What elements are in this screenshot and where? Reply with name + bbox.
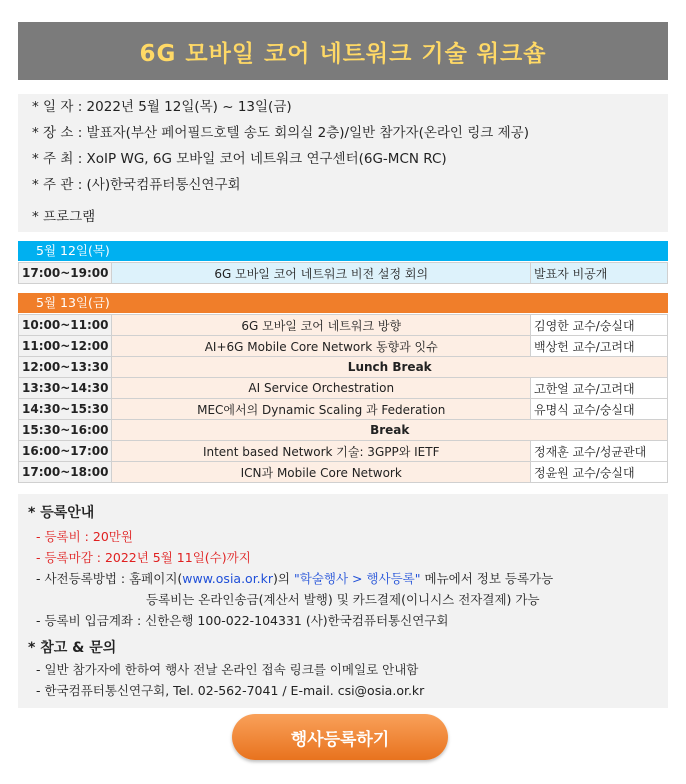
day1-schedule-table: [18, 262, 668, 284]
table-row: [19, 420, 668, 441]
info-date: * 일 자 : 2022년 5월 12일(목) ~ 13일(금): [32, 99, 292, 115]
table-row: [19, 263, 668, 284]
registration-account: - 등록비 입금계좌 : 신한은행 100-022-104331 (사)한국컴퓨터통신연구회: [36, 613, 449, 628]
session-topic: ICN과 Mobile Core Network: [112, 462, 531, 483]
info-venue: * 장 소 : 발표자(부산 페어필드호텔 송도 회의실 2층)/일반 참가자(온라인 링크 제공): [32, 125, 529, 141]
session-time: 17:00~18:00: [19, 462, 112, 483]
session-time: 10:00~11:00: [19, 315, 112, 336]
session-time: 12:00~13:30: [19, 357, 112, 378]
session-break: Break: [112, 420, 668, 441]
session-topic: 6G 모바일 코어 네트워크 방향: [112, 315, 531, 336]
info-organizer: * 주 관 : (사)한국컴퓨터통신연구회: [32, 177, 241, 193]
event-info-box: [18, 94, 668, 232]
session-topic: 6G 모바일 코어 네트워크 비전 설정 회의: [112, 263, 531, 284]
table-row: [19, 441, 668, 462]
reference-line-1: - 일반 참가자에 한하여 행사 전날 온라인 접속 링크를 이메일로 안내함: [36, 662, 419, 677]
table-row: [19, 357, 668, 378]
session-time: 13:30~14:30: [19, 378, 112, 399]
table-row: [19, 378, 668, 399]
session-topic: MEC에서의 Dynamic Scaling 과 Federation: [112, 399, 531, 420]
table-row: [19, 336, 668, 357]
table-row: [19, 315, 668, 336]
registration-heading: * 등록안내: [28, 505, 95, 521]
session-topic: AI Service Orchestration: [112, 378, 531, 399]
registration-method: [28, 568, 668, 589]
method-prefix: - 사전등록방법 : 홈페이지(: [36, 571, 183, 586]
session-topic: Intent based Network 기술: 3GPP와 IETF: [112, 441, 531, 462]
registration-menu-path: "학술행사 > 행사등록": [293, 571, 421, 586]
table-row: [19, 399, 668, 420]
registration-box: [18, 494, 668, 708]
page-title: 6G 모바일 코어 네트워크 기술 워크숍: [18, 22, 668, 80]
registration-fee: - 등록비 : 20만원: [36, 529, 133, 544]
session-speaker: 유명식 교수/숭실대: [531, 399, 668, 420]
homepage-link[interactable]: www.osia.or.kr: [182, 571, 274, 586]
registration-payment: 등록비는 온라인송금(계산서 발행) 및 카드결제(이니시스 전자결제) 가능: [146, 592, 540, 607]
info-program-label: * 프로그램: [32, 209, 96, 225]
session-time: 16:00~17:00: [19, 441, 112, 462]
session-time: 11:00~12:00: [19, 336, 112, 357]
session-time: 15:30~16:00: [19, 420, 112, 441]
session-time: 14:30~15:30: [19, 399, 112, 420]
session-speaker: 발표자 비공개: [531, 263, 668, 284]
session-topic: AI+6G Mobile Core Network 동향과 잇슈: [112, 336, 531, 357]
reference-line-2: - 한국컴퓨터통신연구회, Tel. 02-562-7041 / E-mail. csi@osia.or.kr: [36, 683, 425, 698]
session-speaker: 김영한 교수/숭실대: [531, 315, 668, 336]
session-speaker: 정윤원 교수/숭실대: [531, 462, 668, 483]
info-host: * 주 최 : XoIP WG, 6G 모바일 코어 네트워크 연구센터(6G-MCN RC): [32, 151, 447, 167]
session-speaker: 백상헌 교수/고려대: [531, 336, 668, 357]
reference-heading: * 참고 & 문의: [28, 640, 117, 656]
session-break: Lunch Break: [112, 357, 668, 378]
method-suffix: 메뉴에서 정보 등록가능: [420, 571, 554, 586]
day1-header: 5월 12일(목): [18, 241, 668, 261]
day2-schedule-table: [18, 314, 668, 483]
session-time: 17:00~19:00: [19, 263, 112, 284]
register-button[interactable]: 행사등록하기: [232, 714, 448, 760]
day2-header: 5월 13일(금): [18, 293, 668, 313]
session-speaker: 정재훈 교수/성균관대: [531, 441, 668, 462]
registration-deadline: - 등록마감 : 2022년 5월 11일(수)까지: [36, 550, 251, 565]
session-speaker: 고한얼 교수/고려대: [531, 378, 668, 399]
table-row: [19, 462, 668, 483]
method-mid: )의: [273, 571, 294, 586]
